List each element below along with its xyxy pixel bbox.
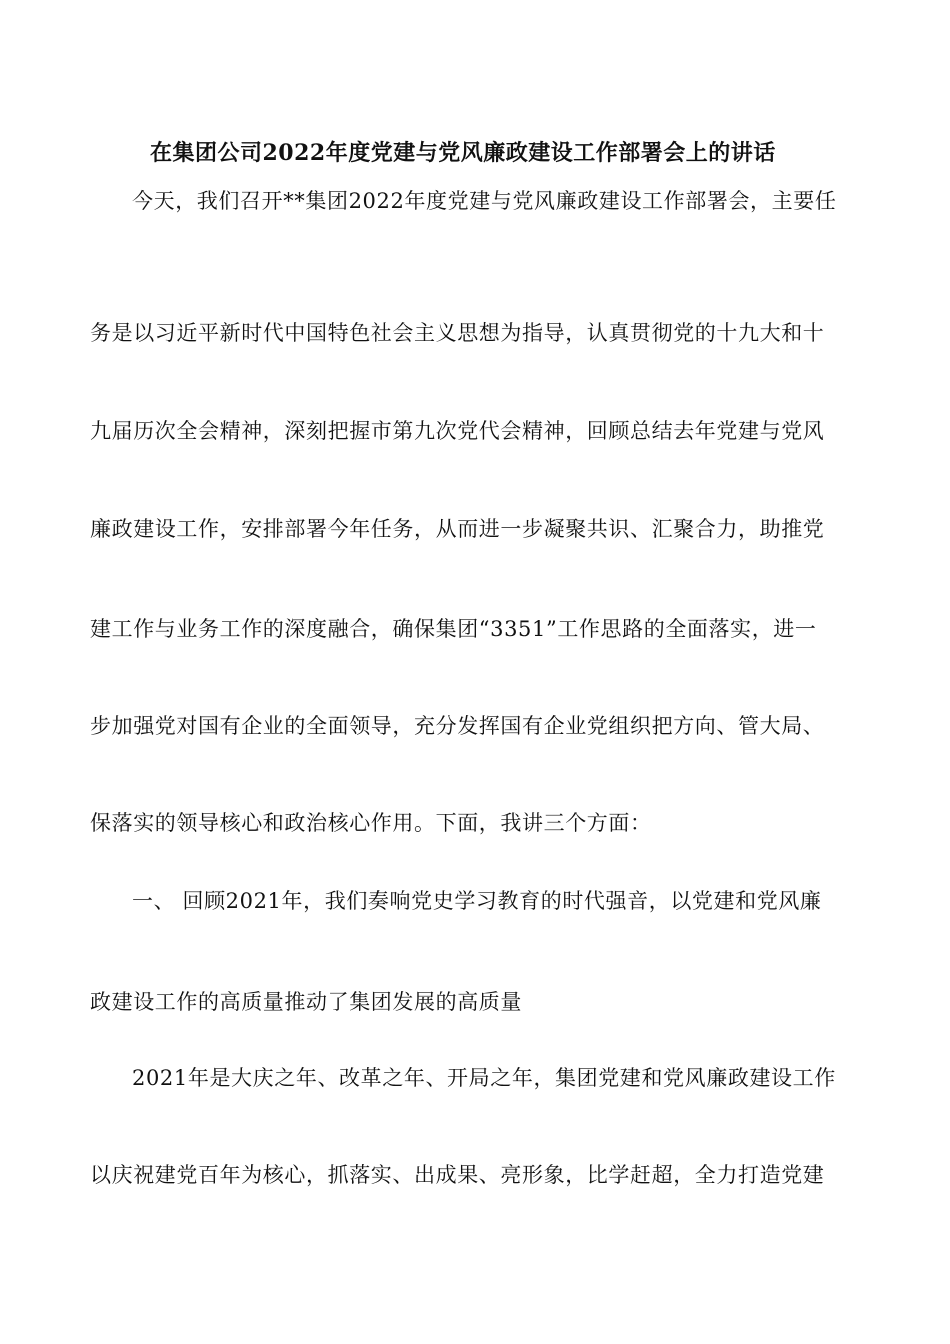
paragraph-line-5: 建工作与业务工作的深度融合，确保集团“3351”工作思路的全面落实，进一 xyxy=(90,617,817,641)
paragraph-line-7: 保落实的领导核心和政治核心作用。下面，我讲三个方面： xyxy=(90,811,652,835)
document-title: 在集团公司2022年度党建与党风廉政建设工作部署会上的讲话 xyxy=(150,140,776,166)
section-heading-line-1: 一、 回顾2021年，我们奏响党史学习教育的时代强音，以党建和党风廉 xyxy=(132,889,822,913)
paragraph-line-3: 九届历次全会精神，深刻把握市第九次党代会精神，回顾总结去年党建与党风 xyxy=(90,419,825,443)
section-heading-line-2: 政建设工作的高质量推动了集团发展的高质量 xyxy=(90,990,522,1014)
paragraph-line-2: 务是以习近平新时代中国特色社会主义思想为指导，认真贯彻党的十九大和十 xyxy=(90,321,825,345)
paragraph-line-8: 2021年是大庆之年、改革之年、开局之年，集团党建和党风廉政建设工作 xyxy=(132,1066,836,1090)
paragraph-line-6: 步加强党对国有企业的全面领导，充分发挥国有企业党组织把方向、管大局、 xyxy=(90,714,825,738)
paragraph-line-4: 廉政建设工作，安排部署今年任务，从而进一步凝聚共识、汇聚合力，助推党 xyxy=(90,517,825,541)
paragraph-line-1: 今天，我们召开**集团2022年度党建与党风廉政建设工作部署会，主要任 xyxy=(132,189,837,213)
paragraph-line-9: 以庆祝建党百年为核心，抓落实、出成果、亮形象，比学赶超，全力打造党建 xyxy=(90,1163,825,1187)
